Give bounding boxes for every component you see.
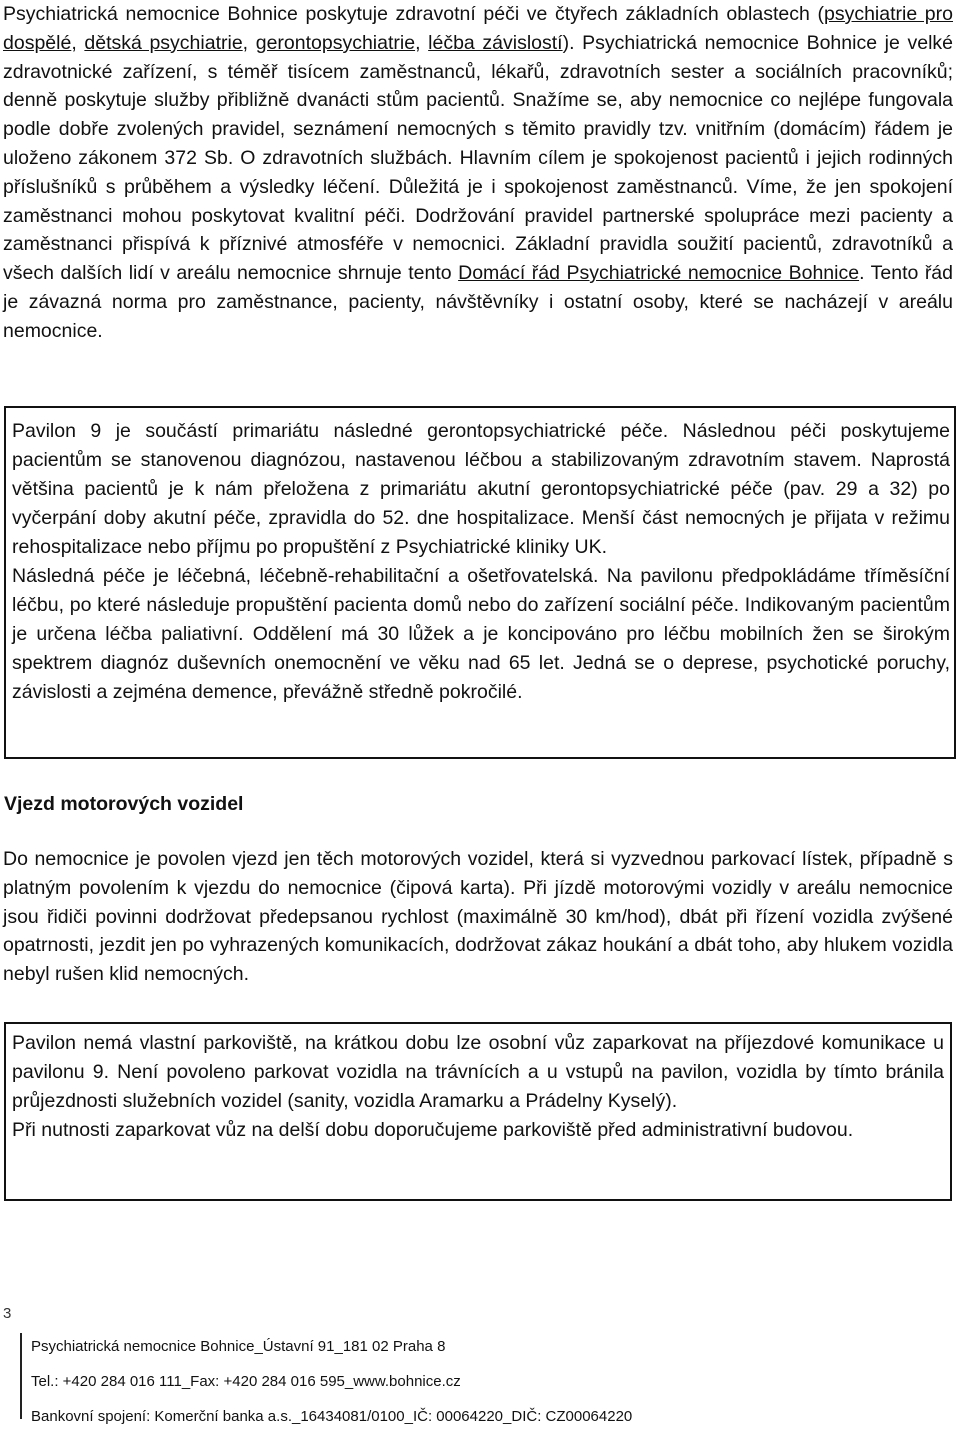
parking-info-box	[4, 1022, 952, 1201]
pavilon-paragraph-1: Pavilon 9 je součástí primariátu následné gerontopsychiatrické péče. Následnou péči poskytujeme pacientům se stanovenou diagnózou, nastavenou léčbou a stabilizovaným zdravotním stavem. Naprostá většina pacientů je k nám přeložena z primariátu akutní gerontopsychiatrické péče (pav. 29 a 32) po vyčerpání doby akutní péče, zpravidla do 52. dne hospitalizace. Menší část nemocných je přijata v režimu rehospitalizace nebo příjmu po propuštění z Psychiatrické kliniky UK.	[12, 420, 950, 558]
link-house-rules[interactable]: Domácí řád Psychiatrické nemocnice Bohnice	[458, 262, 860, 285]
parking-paragraph-2: Při nutnosti zaparkovat vůz na delší dobu doporučujeme parkoviště před administrativní budovou.	[12, 1119, 854, 1141]
footer	[31, 1337, 632, 1442]
page-number: 3	[3, 1305, 12, 1322]
pavilon-paragraph-2: Následná péče je léčebná, léčebně-rehabilitační a ošetřovatelská. Na pavilonu předpokládáme tříměsíční léčbu, po které následuje propuštění pacienta domů nebo do zařízení sociální péče. Indikovaným pacientům je určena léčba paliativní. Oddělení má 30 lůžek a je koncipováno pro léčbu mobilních žen se širokým spektrem diagnóz duševních onemocnění ve věku nad 65 let. Jedná se o deprese, psychotické poruchy, závislosti a zejména demence, převážně středně pokročilé.	[12, 565, 950, 703]
intro-text-1: Psychiatrická nemocnice Bohnice poskytuje zdravotní péči ve čtyřech základních oblastech (	[3, 3, 824, 25]
footer-bank: Bankovní spojení: Komerční banka a.s._16434081/0100_IČ: 00064220_DIČ: CZ00064220	[31, 1408, 633, 1425]
vehicles-paragraph: Do nemocnice je povolen vjezd jen těch motorových vozidel, která si vyzvednou parkovací lístek, případně s platným povolením k vjezdu do nemocnice (čipová karta). Při jízdě motorovými vozidly v areálu nemocnice jsou řidiči povinni dodržovat předepsanou rychlost (maximálně 30 km/hod), dbát při řízení vozidla zvýšené opatrnosti, jezdit jen po vyhrazených komunikacích, dodržovat zákaz houkání a dbát toho, aby hlukem vozidla nebyl rušen klid nemocných.	[3, 848, 953, 986]
link-addiction-treatment[interactable]: léčba závislostí	[428, 31, 563, 54]
parking-paragraph-1: Pavilon nemá vlastní parkoviště, na krátkou dobu lze osobní vůz zaparkovat na příjezdové komunikace u pavilonu 9. Není povoleno parkovat vozidla na trávnících a u vstupů na pavilon, vozidla by tímto bránila průjezdnosti služebních vozidel (sanity, vozidla Aramarku a Prádelny Kyselý).	[12, 1032, 944, 1112]
intro-text-3: . Tento řád je závazná norma pro zaměstnance, pacienty, návštěvníky i ostatní osoby, které se nacházejí v areálu nemocnice.	[3, 262, 953, 342]
link-adult-psychiatry[interactable]: psychiatrie pro dospělé	[3, 3, 953, 54]
footer-divider	[20, 1333, 22, 1419]
footer-address: Psychiatrická nemocnice Bohnice_Ústavní 91_181 02 Praha 8	[31, 1338, 446, 1355]
separator: ,	[242, 31, 256, 54]
link-gerontopsychiatry[interactable]: gerontopsychiatrie	[255, 31, 416, 54]
intro-text-2: ). Psychiatrická nemocnice Bohnice je velké zdravotnické zařízení, s téměř tisícem zaměstnanců, lékařů, zdravotních sester a sociálních pracovníků; denně poskytuje služby přibližně dvanácti stům pacientů. Snažíme se, aby nemocnice co nejlépe fungovala podle dobře zvolených pravidel, seznámení nemocných s těmito pravidly tzv. vnitřním (domácím) řádem je uloženo zákonem 372 Sb. O zdravotních službách. Hlavním cílem je spokojenost pacientů i jejich rodinných příslušníků s průběhem a výsledky léčení. Důležitá je i spokojenost zaměstnanců. Víme, že jen spokojení zaměstnanci mohou poskytovat kvalitní péči. Dodržování pravidel partnerské spolupráce mezi pacienty a zaměstnanci přispívá k příznivé atmosféře v nemocnici. Základní pravidla soužití pacientů, zdravotníků a všech dalších lidí v areálu nemocnice shrnuje tento	[3, 31, 954, 285]
link-child-psychiatry[interactable]: dětská psychiatrie	[84, 31, 243, 54]
intro-paragraph	[3, 0, 953, 346]
footer-contact: Tel.: +420 284 016 111_Fax: +420 284 016 595_www.bohnice.cz	[31, 1373, 461, 1390]
separator: ,	[415, 31, 429, 54]
pavilon-info-box	[4, 406, 956, 759]
section-heading-vehicles: Vjezd motorových vozidel	[4, 793, 244, 815]
separator: ,	[71, 31, 85, 54]
